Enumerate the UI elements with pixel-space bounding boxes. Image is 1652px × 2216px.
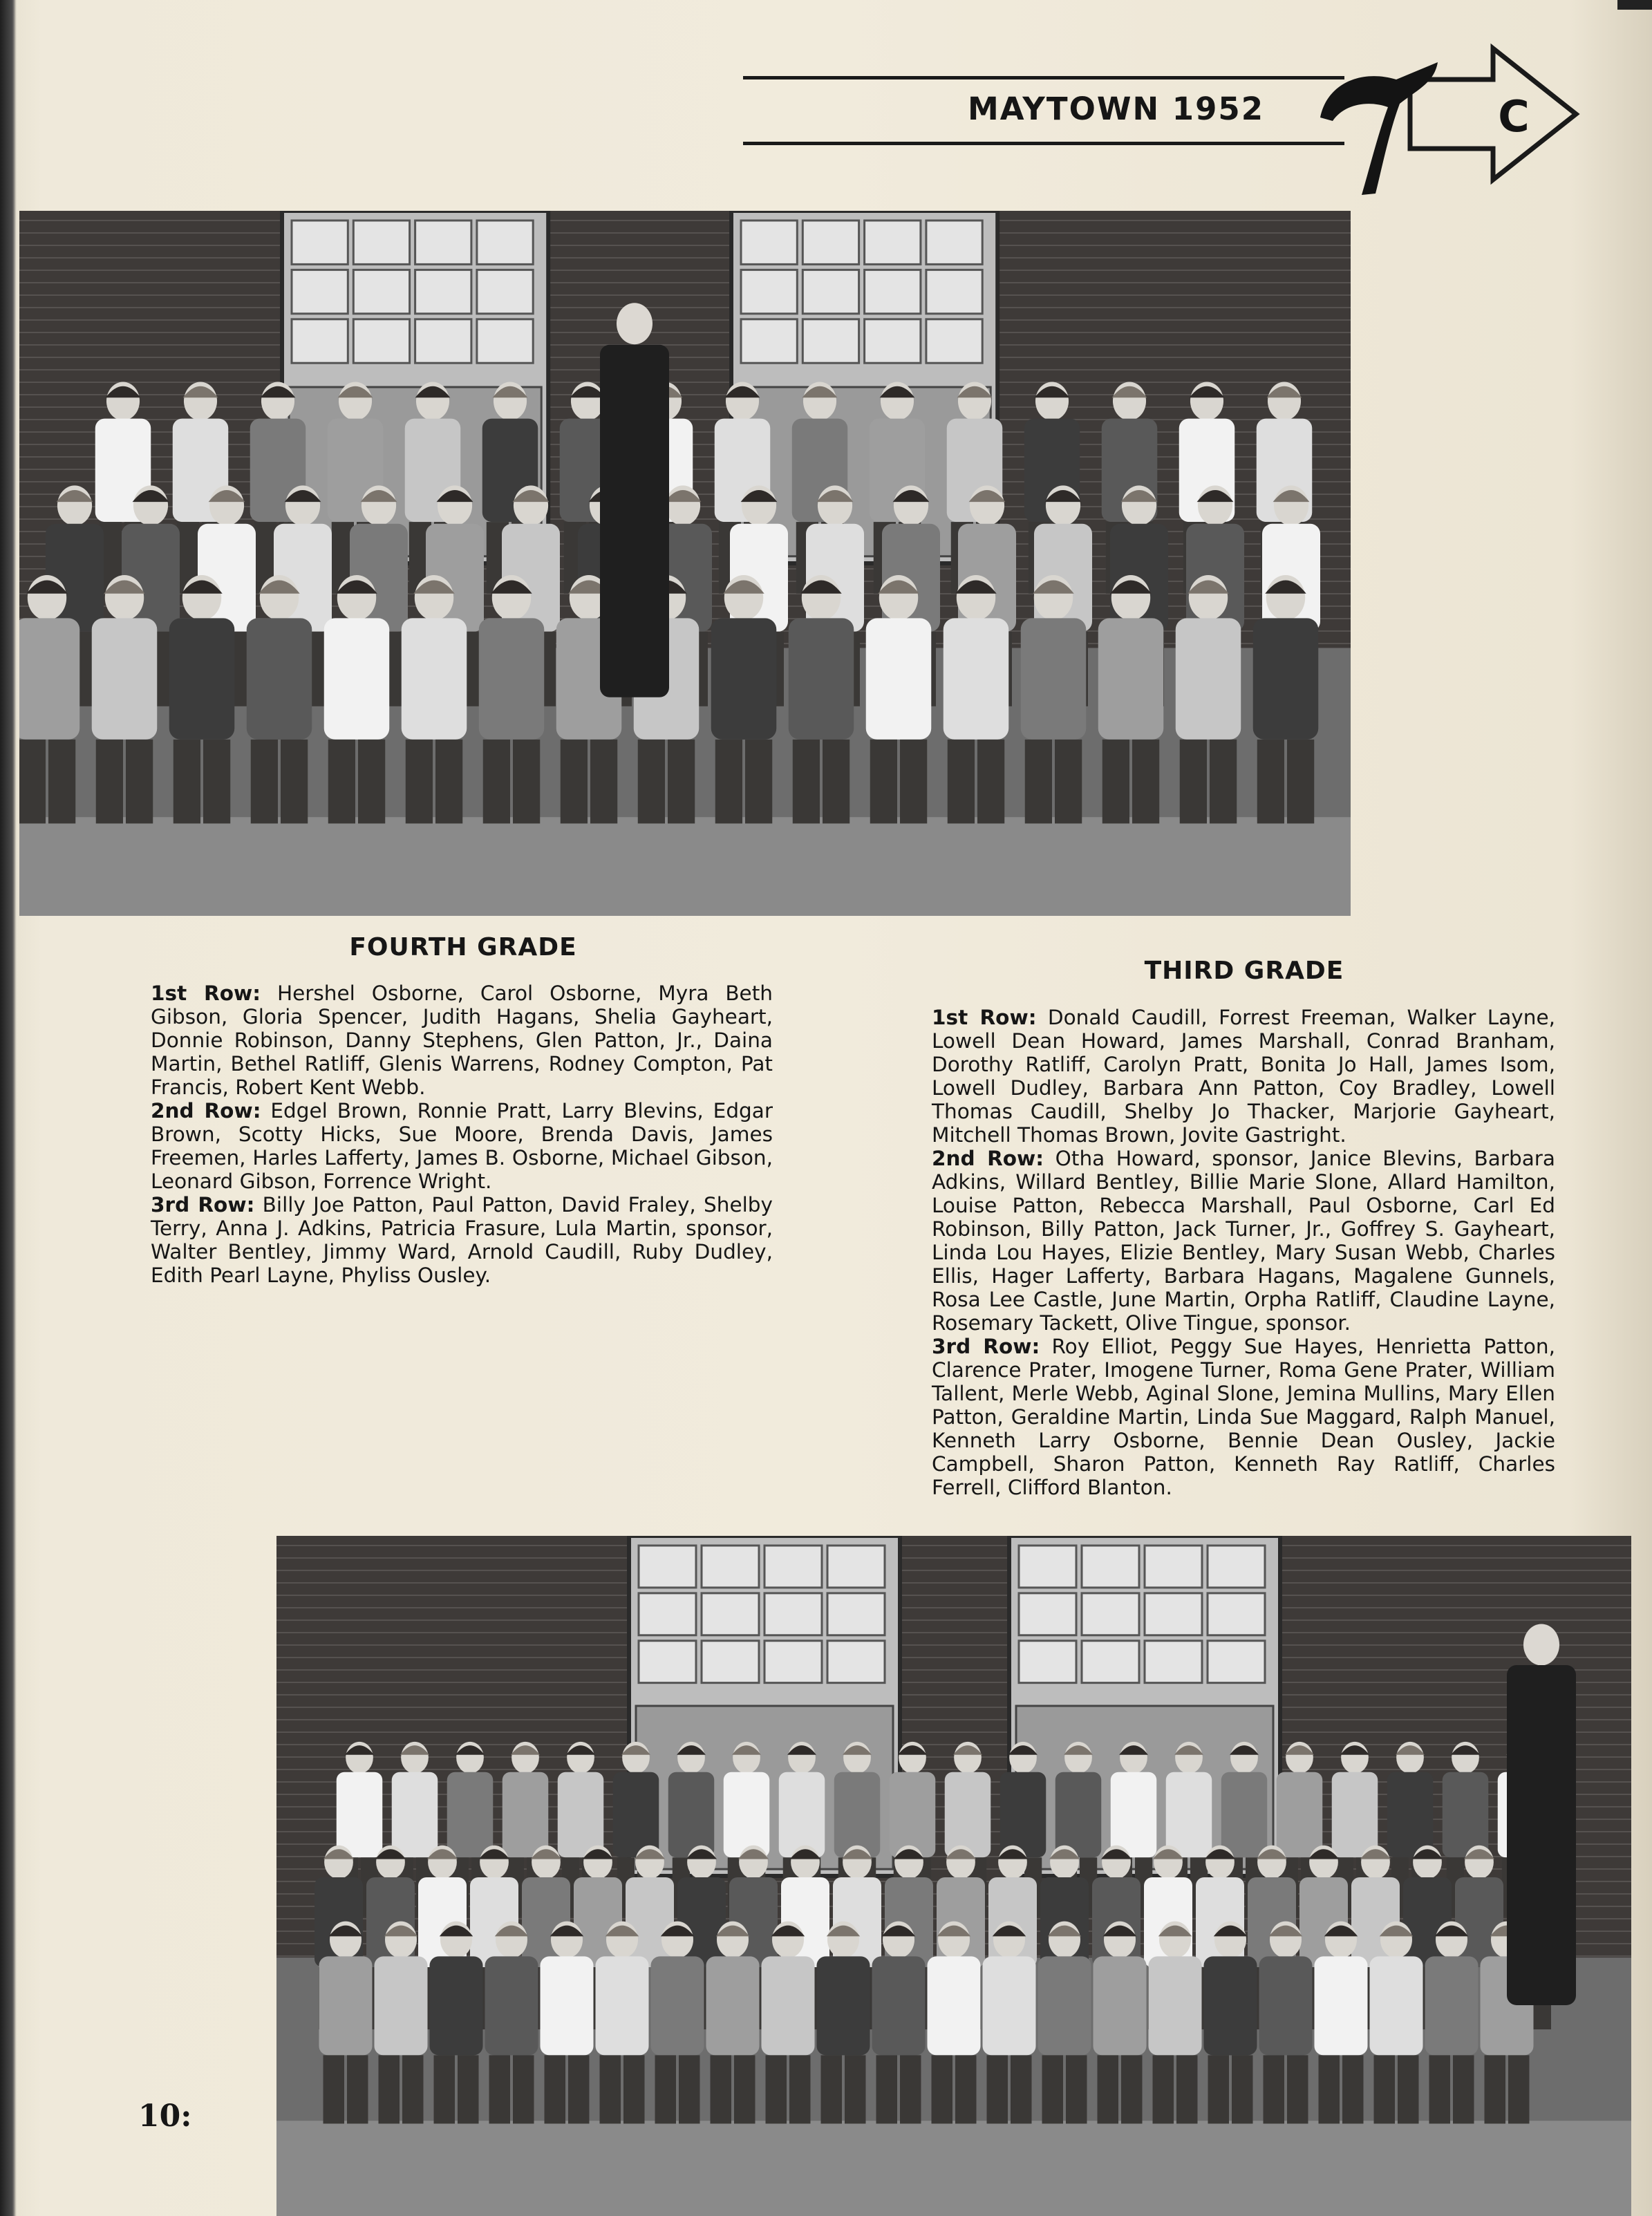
person-body xyxy=(503,1772,549,1858)
person-leg xyxy=(1319,2055,1340,2123)
door-pane xyxy=(741,319,797,363)
person-body xyxy=(724,1772,770,1858)
person-body xyxy=(19,618,79,740)
person-body xyxy=(817,1956,870,2055)
person-leg xyxy=(1453,2055,1474,2123)
person-body xyxy=(1176,618,1241,740)
person-leg xyxy=(679,2055,700,2123)
person-body xyxy=(1166,1772,1212,1858)
person-body xyxy=(1093,1956,1147,2055)
person-leg xyxy=(1287,740,1314,824)
person-leg xyxy=(561,740,588,824)
person-body xyxy=(1149,1956,1202,2055)
person-body xyxy=(402,618,467,740)
person-leg xyxy=(590,740,617,824)
person-leg xyxy=(623,2055,645,2123)
person-body xyxy=(430,1956,483,2055)
person-leg xyxy=(876,2055,898,2123)
person-body xyxy=(613,1772,659,1858)
teacher-face xyxy=(617,303,653,344)
person-leg xyxy=(1257,740,1284,824)
person-leg xyxy=(900,2055,921,2123)
fourth-grade-heading: FOURTH GRADE xyxy=(349,933,577,961)
person-leg xyxy=(1011,2055,1032,2123)
row-label: 1st Row: xyxy=(151,982,261,1005)
person-leg xyxy=(870,740,897,824)
door-pane xyxy=(926,319,982,363)
fourth-grade-row-2 xyxy=(151,1099,773,1193)
person-leg xyxy=(766,2055,787,2123)
person-body xyxy=(944,618,1009,740)
person-leg xyxy=(823,740,850,824)
person-leg xyxy=(347,2055,368,2123)
door-pane xyxy=(827,1546,885,1588)
book-binding xyxy=(0,0,17,2216)
person-body xyxy=(1387,1772,1434,1858)
door-pane xyxy=(1145,1546,1202,1588)
row-label: 1st Row: xyxy=(932,1006,1037,1029)
third-grade-row-3 xyxy=(932,1335,1555,1499)
person-body xyxy=(789,618,854,740)
person-body xyxy=(762,1956,815,2055)
person-body xyxy=(706,1956,760,2055)
row-names: Billy Joe Patton, Paul Patton, David Fraley, Shelby Terry, Anna J. Adkins, Patricia Frasure, Lula Martin, sponsor, Walter Bentley, Jimmy Ward, Arnold Caudill, Ruby Dudley, Edith Pearl Layne, Phyliss Ousley. xyxy=(151,1193,773,1287)
teacher-face xyxy=(1523,1624,1559,1665)
third-grade-class-photo xyxy=(276,1536,1631,2216)
person-leg xyxy=(600,2055,621,2123)
person-leg xyxy=(568,2055,590,2123)
door-pane xyxy=(1019,1546,1076,1588)
person-leg xyxy=(96,740,123,824)
person-leg xyxy=(1121,2055,1143,2123)
person-leg xyxy=(358,740,385,824)
door-pane xyxy=(1019,1641,1076,1683)
door-pane xyxy=(292,220,348,264)
person-body xyxy=(1021,618,1087,740)
person-leg xyxy=(1398,2055,1419,2123)
person-leg xyxy=(1025,740,1052,824)
person-leg xyxy=(1176,2055,1198,2123)
person-body xyxy=(479,618,545,740)
person-leg xyxy=(711,2055,732,2123)
door-pane xyxy=(639,1593,696,1635)
person-body xyxy=(651,1956,704,2055)
person-leg xyxy=(1066,2055,1087,2123)
person-body xyxy=(92,618,158,740)
ground xyxy=(19,817,1351,916)
door-pane xyxy=(702,1641,759,1683)
person-leg xyxy=(173,740,200,824)
person-leg xyxy=(734,2055,755,2123)
ground xyxy=(276,2121,1631,2216)
person-body xyxy=(596,1956,649,2055)
door-pane xyxy=(764,1641,822,1683)
door-pane xyxy=(477,270,533,313)
person-leg xyxy=(379,2055,400,2123)
fourth-grade-row-3 xyxy=(151,1193,773,1287)
row-label: 3rd Row: xyxy=(151,1193,255,1217)
row-names: Hershel Osborne, Carol Osborne, Myra Beth Gibson, Gloria Spencer, Judith Hagans, Shelia Gayheart, Donnie Robinson, Danny Stephens, Glen Patton, Jr., Daina Martin, Bethel Ratliff, Glenis Warrens, Rodney Compton, Pat Francis, Robert Kent Webb. xyxy=(151,982,773,1099)
person-body xyxy=(866,618,932,740)
person-body xyxy=(1055,1772,1102,1858)
person-body xyxy=(668,1772,715,1858)
person-leg xyxy=(668,740,695,824)
fourth-grade-caption xyxy=(151,982,773,1287)
person-body xyxy=(1204,1956,1257,2055)
person-leg xyxy=(281,740,308,824)
door-pane xyxy=(926,270,982,313)
person-body xyxy=(1000,1772,1046,1858)
door-pane xyxy=(802,220,858,264)
person-body xyxy=(392,1772,438,1858)
door-pane xyxy=(639,1546,696,1588)
person-leg xyxy=(789,2055,811,2123)
door-pane xyxy=(827,1641,885,1683)
person-body xyxy=(1221,1772,1268,1858)
person-body xyxy=(1259,1956,1313,2055)
person-leg xyxy=(48,740,75,824)
person-leg xyxy=(323,2055,345,2123)
person-body xyxy=(1038,1956,1091,2055)
door-pane xyxy=(415,319,471,363)
person-body xyxy=(1111,1772,1157,1858)
door-pane xyxy=(1208,1641,1265,1683)
person-body xyxy=(626,1877,674,1967)
person-body xyxy=(711,618,777,740)
person-leg xyxy=(987,2055,1008,2123)
person-leg xyxy=(513,2055,534,2123)
person-body xyxy=(319,1956,373,2055)
door-pane xyxy=(865,270,921,313)
person-body xyxy=(1425,1956,1479,2055)
door-pane xyxy=(802,270,858,313)
class-photo-third-grade xyxy=(276,1536,1631,2216)
person-leg xyxy=(1232,2055,1253,2123)
person-leg xyxy=(402,2055,424,2123)
door-pane xyxy=(702,1593,759,1635)
door-pane xyxy=(1145,1641,1202,1683)
person-leg xyxy=(1102,740,1129,824)
person-body xyxy=(541,1956,594,2055)
person-body xyxy=(779,1772,825,1858)
person-body xyxy=(247,618,312,740)
person-body xyxy=(1253,618,1319,740)
person-leg xyxy=(406,740,433,824)
person-body xyxy=(983,1956,1036,2055)
person-leg xyxy=(948,740,975,824)
person-leg xyxy=(1210,740,1237,824)
third-grade-row-2 xyxy=(932,1147,1555,1335)
person-leg xyxy=(638,740,665,824)
section-emblem-icon xyxy=(1306,41,1590,200)
person-leg xyxy=(1429,2055,1451,2123)
third-grade-row-1 xyxy=(932,1006,1555,1147)
person-body xyxy=(1332,1772,1378,1858)
person-body xyxy=(558,1772,604,1858)
row-names: Otha Howard, sponsor, Janice Blevins, Barbara Adkins, Willard Bentley, Billie Marie Slone, Allard Hamilton, Louise Patton, Rebecca Marshall, Paul Osborne, Carl Ed Robinson, Billy Patton, Jack Turner, Jr., Goffrey S. Gayheart, Linda Lou Hayes, Elizie Bentley, Mary Susan Webb, Charles Ellis, Hager Lafferty, Barbara Hagans, Magalene Gunnels, Rosa Lee Castle, June Martin, Orpha Ratliff, Claudine Layne, Rosemary Tackett, Olive Tingue, sponsor. xyxy=(932,1147,1555,1335)
person-leg xyxy=(1508,2055,1530,2123)
row-label: 2nd Row: xyxy=(151,1099,261,1123)
third-grade-heading: THIRD GRADE xyxy=(1144,957,1344,985)
door-pane xyxy=(415,270,471,313)
person-leg xyxy=(845,2055,866,2123)
door-pane xyxy=(1019,1593,1076,1635)
person-body xyxy=(834,1772,881,1858)
person-leg xyxy=(328,740,355,824)
door-pane xyxy=(353,220,409,264)
person-leg xyxy=(1153,2055,1174,2123)
door-pane xyxy=(477,319,533,363)
person-leg xyxy=(513,740,540,824)
door-pane xyxy=(827,1593,885,1635)
person-body xyxy=(945,1772,991,1858)
fourth-grade-class-photo xyxy=(19,211,1351,916)
person-body xyxy=(1277,1772,1323,1858)
door-pane xyxy=(415,220,471,264)
person-body xyxy=(324,618,390,740)
person-body xyxy=(169,618,235,740)
header-rule-top xyxy=(743,76,1344,79)
person-leg xyxy=(655,2055,677,2123)
person-leg xyxy=(821,2055,843,2123)
person-leg xyxy=(1132,740,1159,824)
person-leg xyxy=(126,740,153,824)
corner-tab xyxy=(1617,0,1652,10)
emblem-letter: C xyxy=(1498,91,1530,142)
third-grade-caption xyxy=(932,1006,1555,1499)
door-pane xyxy=(926,220,982,264)
door-pane xyxy=(764,1593,822,1635)
page-number: 10: xyxy=(138,2098,192,2134)
fourth-grade-row-1 xyxy=(151,982,773,1099)
door-pane xyxy=(1208,1593,1265,1635)
door-pane xyxy=(1082,1641,1139,1683)
person-leg xyxy=(251,740,278,824)
door-pane xyxy=(292,270,348,313)
class-photo-fourth-grade xyxy=(19,211,1351,916)
person-leg xyxy=(434,2055,456,2123)
person-body xyxy=(1370,1956,1423,2055)
door-pane xyxy=(802,319,858,363)
door-pane xyxy=(1082,1593,1139,1635)
person-body xyxy=(375,1956,428,2055)
row-names: Edgel Brown, Ronnie Pratt, Larry Blevins, Edgar Brown, Scotty Hicks, Sue Moore, Brenda Davis, James Freemen, Harles Lafferty, James B. Osborne, Michael Gibson, Leonard Gibson, Forrence Wright. xyxy=(151,1099,773,1193)
door-pane xyxy=(865,220,921,264)
door-pane xyxy=(702,1546,759,1588)
person-leg xyxy=(545,2055,566,2123)
person-leg xyxy=(932,2055,953,2123)
row-names: Donald Caudill, Forrest Freeman, Walker Layne, Lowell Dean Howard, James Marshall, Conrad Branham, Dorothy Ratliff, Carolyn Pratt, Bonita Jo Hall, James Isom, Lowell Dudley, Barbara Ann Patton, Coy Bradley, Lowell Thomas Caudill, Shelby Jo Thacker, Marjorie Gayheart, Mitchell Thomas Brown, Jovite Gastright. xyxy=(932,1006,1555,1147)
person-leg xyxy=(1208,2055,1230,2123)
door-pane xyxy=(477,220,533,264)
door-pane xyxy=(741,270,797,313)
person-body xyxy=(1443,1772,1489,1858)
door-pane xyxy=(764,1546,822,1588)
person-leg xyxy=(1180,740,1207,824)
person-leg xyxy=(203,740,230,824)
person-body xyxy=(1455,1877,1503,1967)
person-leg xyxy=(1264,2055,1285,2123)
person-leg xyxy=(1342,2055,1364,2123)
door-pane xyxy=(1208,1546,1265,1588)
row-names: Roy Elliot, Peggy Sue Hayes, Henrietta Patton, Clarence Prater, Imogene Turner, Roma Gene Prater, William Tallent, Merle Webb, Aginal Slone, Jemina Mullins, Mary Ellen Patton, Geraldine Martin, Linda Sue Maggard, Ralph Manuel, Kenneth Larry Osborne, Bennie Dean Ousley, Jackie Campbell, Sharon Patton, Kenneth Ray Ratliff, Charles Ferrell, Clifford Blanton. xyxy=(932,1335,1555,1499)
person-leg xyxy=(745,740,772,824)
teacher-body xyxy=(1507,1665,1576,2005)
person-leg xyxy=(1485,2055,1506,2123)
person-leg xyxy=(19,740,46,824)
door-pane xyxy=(353,270,409,313)
person-body xyxy=(485,1956,538,2055)
door-pane xyxy=(741,220,797,264)
person-body xyxy=(872,1956,926,2055)
door-pane xyxy=(639,1641,696,1683)
person-body xyxy=(890,1772,936,1858)
door-pane xyxy=(865,319,921,363)
person-leg xyxy=(1374,2055,1396,2123)
person-leg xyxy=(793,740,820,824)
door-pane xyxy=(1145,1593,1202,1635)
person-body xyxy=(928,1956,981,2055)
person-leg xyxy=(977,740,1004,824)
person-leg xyxy=(489,2055,511,2123)
person-leg xyxy=(483,740,510,824)
person-body xyxy=(1315,1956,1368,2055)
door-pane xyxy=(353,319,409,363)
page-header-title: MAYTOWN 1952 xyxy=(968,91,1265,127)
person-leg xyxy=(1055,740,1082,824)
person-leg xyxy=(900,740,927,824)
person-leg xyxy=(715,740,742,824)
door-pane xyxy=(1082,1546,1139,1588)
person-leg xyxy=(955,2055,977,2123)
row-label: 3rd Row: xyxy=(932,1335,1040,1358)
person-leg xyxy=(1098,2055,1119,2123)
person-body xyxy=(447,1772,494,1858)
row-label: 2nd Row: xyxy=(932,1147,1044,1170)
person-body xyxy=(1098,618,1164,740)
person-body xyxy=(337,1772,383,1858)
header-rule-bottom xyxy=(743,142,1344,145)
person-leg xyxy=(1042,2055,1064,2123)
teacher-body xyxy=(600,345,669,697)
person-leg xyxy=(458,2055,479,2123)
door-pane xyxy=(292,319,348,363)
person-leg xyxy=(1287,2055,1308,2123)
person-leg xyxy=(435,740,462,824)
